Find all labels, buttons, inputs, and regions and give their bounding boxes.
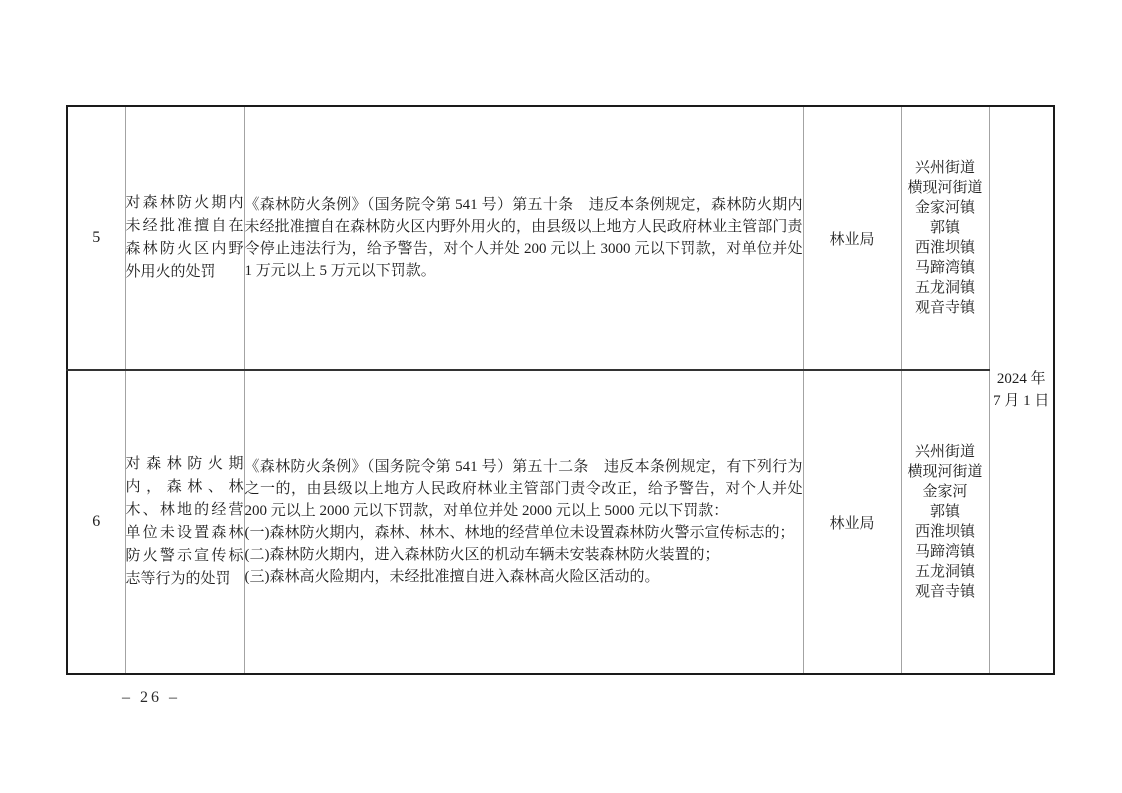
seq-cell: 6: [67, 370, 125, 674]
towns-cell: 兴州街道 横现河街道 金家河镇 郭镇 西淮坝镇 马蹄湾镇 五龙洞镇 观音寺镇: [901, 106, 989, 370]
table-row: [67, 370, 1054, 674]
penalty-item-cell: 对森林防火期内，森林、林木、林地的经营单位未设置森林防火警示宣传标志等行为的处罚: [125, 370, 244, 674]
implementation-date-cell: 2024 年 7 月 1 日: [989, 106, 1054, 674]
seq-cell: 5: [67, 106, 125, 370]
legal-basis-cell: 《森林防火条例》（国务院令第 541 号）第五十条 违反本条例规定，森林防火期内未经批准擅自在森林防火区内野外用火的，由县级以上地方人民政府林业主管部门责令停止违法行为，给予警告，对个人并处 200 元以上 3000 元以下罚款，对单位并处 1 万元以上 5 万元以下罚款。: [244, 106, 803, 370]
department-cell: 林业局: [803, 370, 901, 674]
penalty-item-cell: 对森林防火期内未经批准擅自在森林防火区内野外用火的处罚: [125, 106, 244, 370]
towns-cell: 兴州街道 横现河街道 金家河 郭镇 西淮坝镇 马蹄湾镇 五龙洞镇 观音寺镇: [901, 370, 989, 674]
administrative-penalty-table: [66, 105, 1055, 675]
table-row: [67, 106, 1054, 370]
legal-basis-cell: 《森林防火条例》（国务院令第 541 号）第五十二条 违反本条例规定，有下列行为之一的，由县级以上地方人民政府林业主管部门责令改正，给予警告，对个人并处 200 元以上 2000 元以下罚款，对单位并处 2000 元以上 5000 元以下罚款： (一)森林防火期内，森林、林木、林地的经营单位未设置森林防火警示宣传标志的； (二)森林防火期内，进入森林防火区的机动车辆未安装森林防火装置的； (三)森林高火险期内，未经批准擅自进入森林高火险区活动的。: [244, 370, 803, 674]
department-cell: 林业局: [803, 106, 901, 370]
page-number: – 26 –: [122, 689, 180, 706]
